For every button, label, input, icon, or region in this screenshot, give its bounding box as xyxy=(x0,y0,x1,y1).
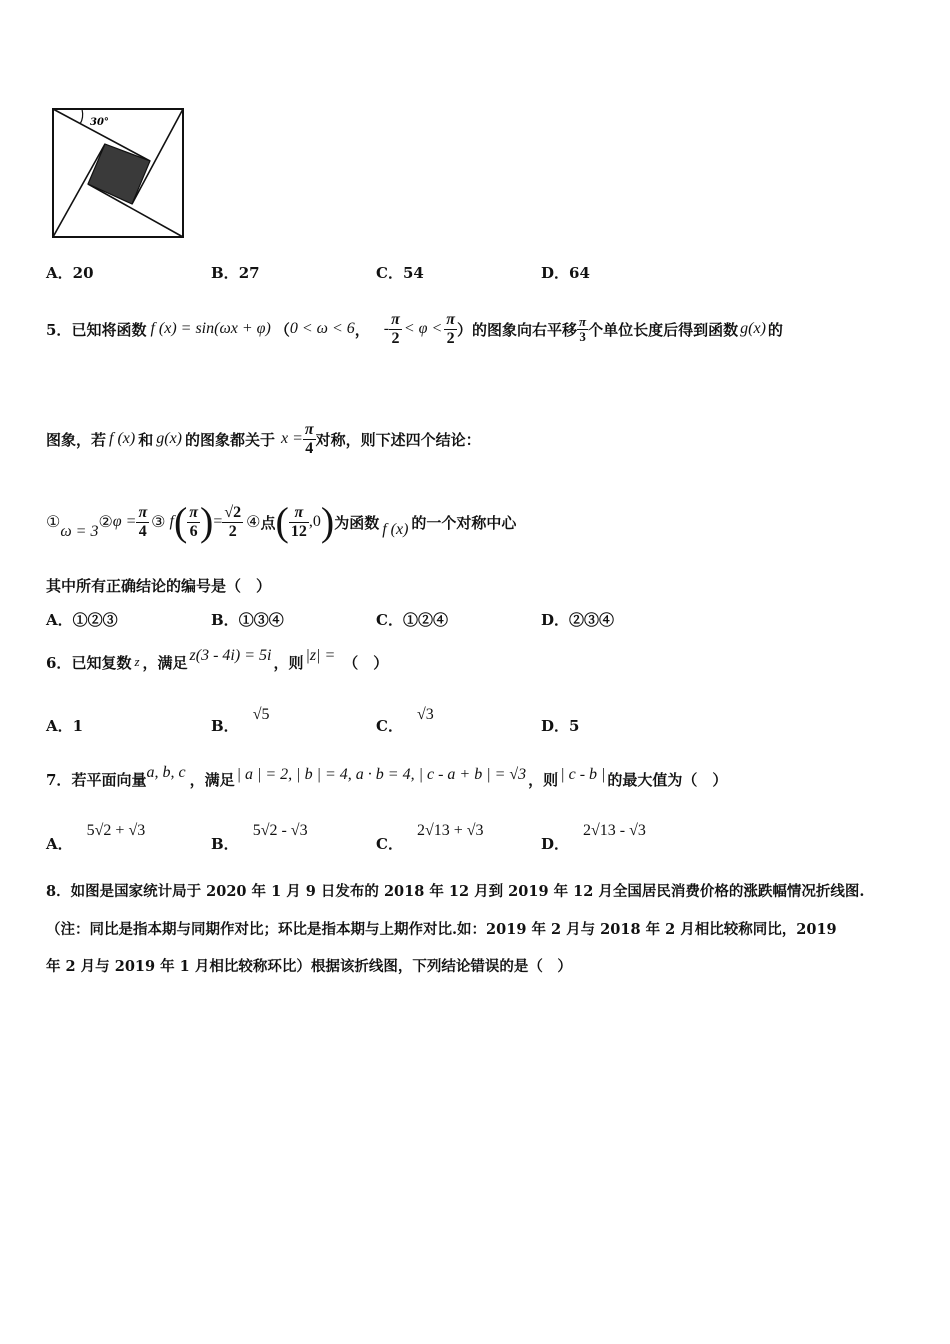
conclusion-4-mark: ④ xyxy=(246,514,261,531)
q6-option-a[interactable]: A．1 xyxy=(46,717,84,735)
q5-phi-lower-frac: $\frac{\pi}{2}$ xyxy=(391,310,400,347)
q5-shift-frac: $\frac{\pi}{3}$ xyxy=(579,313,587,344)
q5-option-b[interactable]: B．①③④ xyxy=(211,611,284,629)
q4-option-d[interactable]: D．64 xyxy=(541,264,590,282)
conclusion-1-expr: ω = 3 xyxy=(60,523,99,540)
q5-line-1: 5． 已知将函数 f (x) = sin(ωx + φ) （ 0 < ω < 6 ， - $\frac{\pi}{2}$ < φ < $\frac{\pi}{2}$ ）的图象向右平移 $\frac{\pi}{3}$ 个单位长度后得到函数 g(x) 的 xyxy=(46,310,783,347)
q7-option-c[interactable]: C． 2√13 + √3 xyxy=(376,822,484,853)
q7-stem: 7． 若平面向量 a, b, c ，满足 | a | = 2, | b | = 4, a · b = 4, | c - a + b | = √3 ，则 | c - b | 的最大值为（ ） xyxy=(46,764,728,789)
q5-phi-upper-frac: $\frac{\pi}{2}$ xyxy=(446,310,455,347)
q7-option-d[interactable]: D． 2√13 - √3 xyxy=(541,822,646,853)
q5-number: 5． xyxy=(46,320,72,339)
angle-label: 30° xyxy=(90,117,109,128)
q5-prompt: 其中所有正确结论的编号是（ ） xyxy=(46,577,272,595)
q4-option-c[interactable]: C．54 xyxy=(376,264,424,282)
conclusion-1-mark: ① xyxy=(46,514,61,531)
q5-option-c[interactable]: C．①②④ xyxy=(376,611,448,629)
q6-option-b[interactable]: B． √5 xyxy=(211,706,270,735)
q6-stem: 6． 已知复数 z ，满足 z(3 - 4i) = 5i ，则 |z| = （ ） xyxy=(46,647,389,672)
q5-fx-def: f (x) = sin(ωx + φ) xyxy=(150,320,271,337)
q8-line-3: 年 2 月与 2019 年 1 月相比较称环比）根据该折线图，下列结论错误的是（ ） xyxy=(46,958,572,975)
q5-conclusions: ① ω = 3 ② φ = $\frac{\pi}{4}$ ③ f ( $\frac{\pi}{6}$ ) = $\frac{√2}{2}$ ④ 点 ( $\frac{\pi}{12}$ ,0 ) 为函数 f (x) 的一个对称中心 xyxy=(46,499,517,544)
q8-line-2: （注：同比是指本期与同期作对比；环比是指本期与上期作对比.如：2019 年 2 月与 2018 年 2 月相比较称同比，2019 xyxy=(46,921,837,938)
conclusion-3-value: $\frac{√2}{2}$ xyxy=(224,503,242,540)
angle-arc xyxy=(80,109,83,124)
q4-option-a[interactable]: A．20 xyxy=(46,264,94,282)
conclusion-2-mark: ② xyxy=(98,514,113,531)
inner-shaded-square xyxy=(88,144,150,204)
conclusion-2-frac: $\frac{\pi}{4}$ xyxy=(138,503,148,540)
q7-option-a[interactable]: A． 5√2 + √3 xyxy=(46,822,146,853)
q5-line-2: 图象，若 f (x) 和 g(x) 的图象都关于 x = $\frac{\pi}{4}$ 对称，则下述四个结论： xyxy=(46,420,481,457)
q6-option-d[interactable]: D．5 xyxy=(541,717,580,735)
q5-axis-frac: $\frac{\pi}{4}$ xyxy=(304,420,314,457)
q4-option-b[interactable]: B．27 xyxy=(211,264,260,282)
q6-option-c[interactable]: C． √3 xyxy=(376,706,434,735)
q5-option-a[interactable]: A．①②③ xyxy=(46,611,118,629)
conclusion-3-mark: ③ xyxy=(151,514,166,531)
q8-line-1: 8．如图是国家统计局于 2020 年 1 月 9 日发布的 2018 年 12 月到 2019 年 12 月全国居民消费价格的涨跌幅情况折线图. xyxy=(46,883,865,900)
q7-option-b[interactable]: B． 5√2 - √3 xyxy=(211,822,308,853)
square-figure xyxy=(50,106,186,240)
q5-option-d[interactable]: D．②③④ xyxy=(541,611,615,629)
diagonal-segment-4 xyxy=(53,144,105,237)
